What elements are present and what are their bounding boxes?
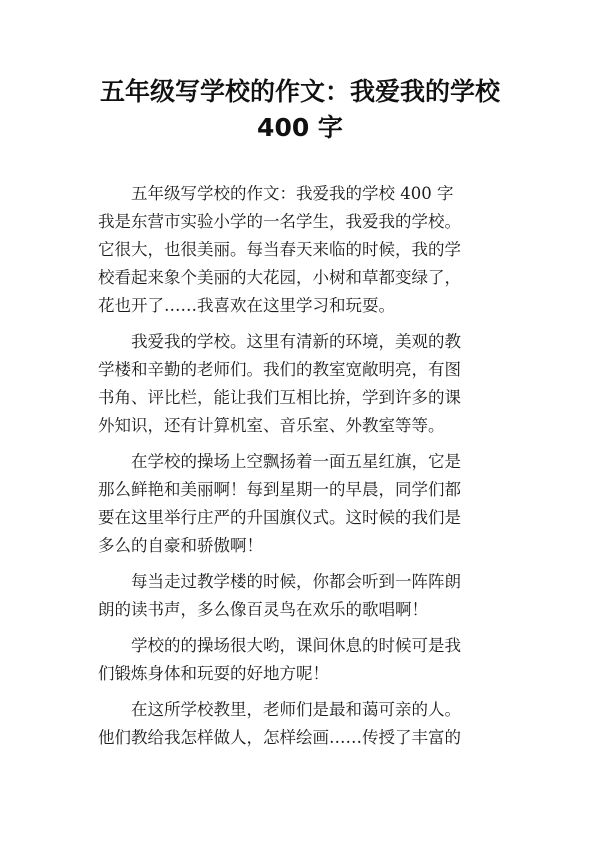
paragraph-3-line-4: 多么的自豪和骄傲啊！ [98, 536, 263, 555]
paragraph-6-line-1: 在这所学校教里，老师们是最和蔼可亲的人。 [131, 700, 461, 719]
document-title-line-2: 400 字 [257, 113, 343, 142]
paragraph-6-line-2: 他们教给我怎样做人，怎样绘画……传授了丰富的 [98, 728, 461, 747]
paragraph-2-line-4: 外知识，还有计算机室、音乐室、外教室等等。 [98, 416, 445, 435]
paragraph-4-line-1: 每当走过教学楼的时候，你都会听到一阵阵朗 [131, 572, 461, 591]
paragraph-gap [98, 688, 502, 696]
paragraph-1-line-1: 五年级写学校的作文：我爱我的学校 400 字 [131, 184, 454, 203]
paragraph-gap [98, 320, 502, 328]
paragraph-1-line-3: 它很大，也很美丽。每当春天来临的时候，我的学 [98, 240, 461, 259]
paragraph-3-line-2: 那么鲜艳和美丽啊！每到星期一的早晨，同学们都 [98, 480, 461, 499]
paragraph-4-line-2: 朗的读书声，多么像百灵鸟在欢乐的歌唱啊！ [98, 600, 428, 619]
paragraph-2-line-3: 书角、评比栏，能让我们互相比拚，学到许多的课 [98, 388, 461, 407]
paragraph-gap [98, 560, 502, 568]
paragraph-3-line-1: 在学校的操场上空飘扬着一面五星红旗，它是 [131, 452, 461, 471]
document-title-line-1: 五年级写学校的作文：我爱我的学校 [99, 77, 500, 106]
paragraph-2-line-2: 学楼和辛勤的老师们。我们的教室宽敞明亮，有图 [98, 360, 461, 379]
paragraph-2-line-1: 我爱我的学校。这里有清新的环境，美观的教 [131, 332, 461, 351]
paragraph-gap [98, 440, 502, 448]
paragraph-3-line-3: 要在这里举行庄严的升国旗仪式。这时候的我们是 [98, 508, 461, 527]
paragraph-gap [98, 624, 502, 632]
paragraph-1-line-5: 花也开了……我喜欢在这里学习和玩耍。 [98, 296, 395, 315]
paragraph-1-line-2: 我是东营市实验小学的一名学生，我爱我的学校。 [98, 212, 461, 231]
paragraph-1-line-4: 校看起来象个美丽的大花园，小树和草都变绿了， [98, 268, 461, 287]
paragraph-5-line-2: 们锻炼身体和玩耍的好地方呢！ [98, 664, 329, 683]
document-body [98, 180, 502, 752]
paragraph-5-line-1: 学校的的操场很大哟，课间休息的时候可是我 [131, 636, 461, 655]
